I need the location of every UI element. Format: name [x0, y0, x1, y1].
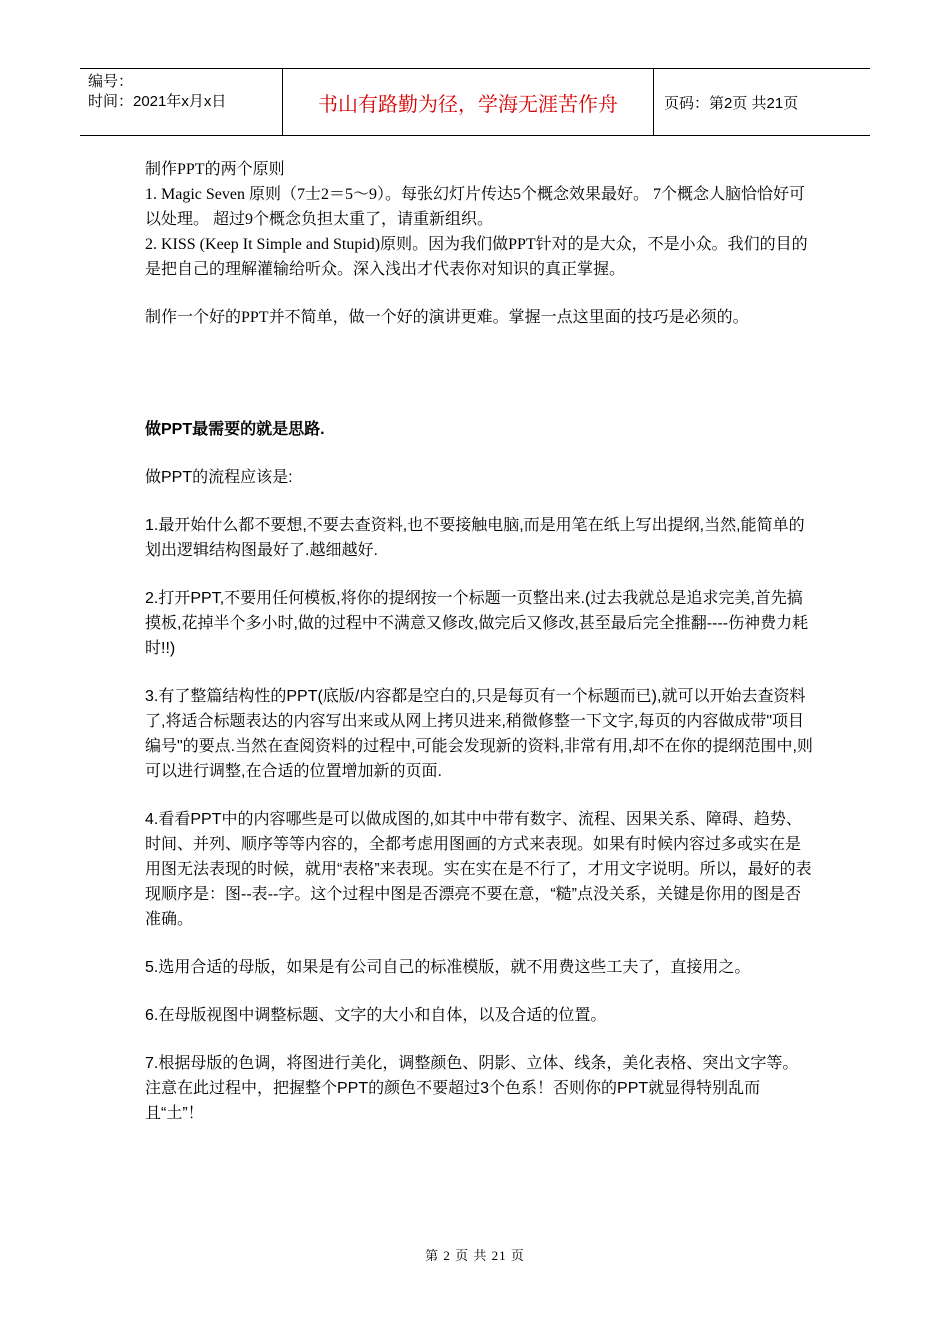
number-label: 编号：: [88, 73, 134, 90]
step-1: 1.最开始什么都不要想,不要去查资料,也不要接触电脑,而是用笔在纸上写出提纲,当然,能简单的划出逻辑结构图最好了.越细越好.: [145, 517, 805, 559]
step-5: 5.选用合适的母版，如果是有公司自己的标准模版，就不用费这些工夫了，直接用之。: [145, 959, 751, 976]
step-7: 7.根据母版的色调，将图进行美化，调整颜色、阴影、立体、线条，美化表格、突出文字等。注意在此过程中，把握整个PPT的颜色不要超过3个色系！否则你的PPT就显得特别乱而且“土”！: [145, 1055, 799, 1122]
rule-one: 1. Magic Seven 原则（7士2＝5～9）。每张幻灯片传达5个概念效果最好。 7个概念人脑恰恰好可以处理。 超过9个概念负担太重了，请重新组织。: [145, 186, 805, 228]
header-page-cell: [654, 69, 870, 135]
page-label: 页码：第2页 共21页: [664, 94, 799, 112]
section-heading: 做PPT最需要的就是思路.: [145, 421, 325, 438]
step-3: 3.有了整篇结构性的PPT(底版/内容都是空白的,只是每页有一个标题而已),就可以开始去查资料了,将适合标题表达的内容写出来或从网上拷贝进来,稍微修整一下文字,每页的内容做成带"项目编号"的要点.当然在查阅资料的过程中,可能会发现新的资料,非常有用,却不在你的提纲范围中,则可以进行调整,在合适的位置增加新的页面.: [145, 688, 813, 780]
flow-label: 做PPT的流程应该是:: [145, 469, 293, 486]
step-6: 6.在母版视图中调整标题、文字的大小和自体，以及合适的位置。: [145, 1007, 607, 1024]
step-4: 4.看看PPT中的内容哪些是可以做成图的,如其中中带有数字、流程、因果关系、障碍、趋势、时间、并列、顺序等等内容的，全都考虑用图画的方式来表现。如果有时候内容过多或实在是用图无法表现的时候，就用“表格”来表现。实在实在是不行了，才用文字说明。所以，最好的表现顺序是：图--表--字。这个过程中图是否漂亮不要在意，“糙”点没关系，关键是你用的图是否准确。: [145, 811, 812, 928]
page-footer: 第 2 页 共 21 页: [425, 1248, 525, 1263]
header-table: [80, 68, 870, 136]
intro-title: 制作PPT的两个原则: [145, 161, 285, 178]
time-label: 时间：2021年x月x日: [88, 93, 227, 110]
document-body: [145, 157, 813, 1126]
header-info-cell: [80, 69, 282, 135]
step-2: 2.打开PPT,不要用任何模板,将你的提纲按一个标题一页整出来.(过去我就总是追求完美,首先搞摸板,花掉半个多小时,做的过程中不满意又修改,做完后又修改,甚至最后完全推翻----伤神费力耗时!!): [145, 590, 809, 657]
header-motto-cell: [282, 69, 654, 135]
motto-text: 书山有路勤为径，学海无涯苦作舟: [318, 91, 618, 116]
intro-summary: 制作一个好的PPT并不简单，做一个好的演讲更难。掌握一点这里面的技巧是必须的。: [145, 309, 749, 326]
rule-two: 2. KISS (Keep It Simple and Stupid)原则。因为我们做PPT针对的是大众，不是小众。我们的目的是把自己的理解灌输给听众。深入浅出才代表你对知识的真正掌握。: [145, 236, 808, 278]
